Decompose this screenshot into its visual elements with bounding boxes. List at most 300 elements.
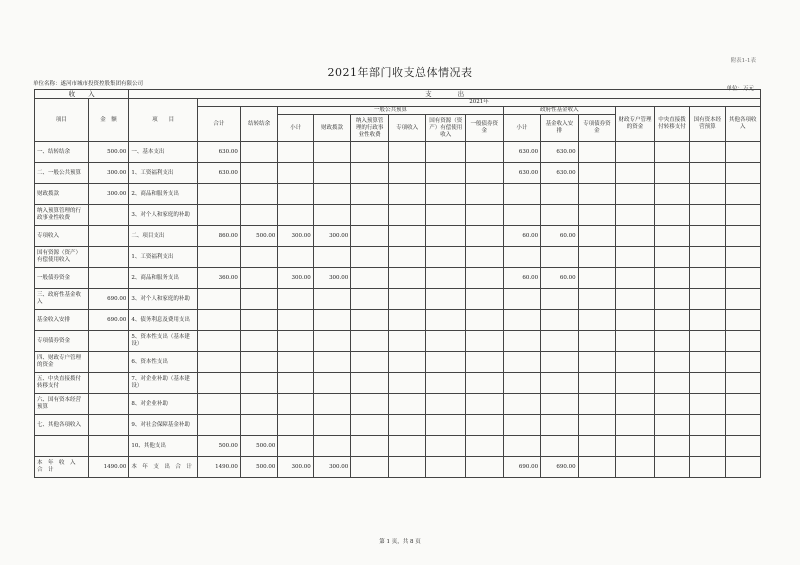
- cell-special-income: [388, 436, 426, 457]
- cell-other-income: [725, 184, 760, 205]
- cell-gb-subtotal: [278, 163, 313, 184]
- cell-fiscal-special: [616, 373, 655, 394]
- cell-state-asset: [426, 163, 466, 184]
- cell-income-item: 基金收入安排: [35, 310, 89, 331]
- cell-special-bond: [578, 331, 616, 352]
- expense-header: 支 出: [129, 90, 761, 99]
- cell-gb-subtotal: [278, 394, 313, 415]
- cell-total: [197, 331, 240, 352]
- table-row: [35, 142, 761, 163]
- cell-admin-fee: [351, 142, 389, 163]
- cell-central-transfer: [654, 226, 689, 247]
- cell-special-income: [388, 331, 426, 352]
- cell-special-income: [388, 247, 426, 268]
- cell-fiscal-special: [616, 394, 655, 415]
- cell-state-capital: [690, 394, 725, 415]
- cell-state-asset: [426, 226, 466, 247]
- col-state-capital: 国有资本经营预算: [690, 107, 725, 142]
- cell-income-amount: 1490.00: [88, 457, 129, 478]
- col-other-income: 其他各项收入: [725, 107, 760, 142]
- cell-income-amount: 690.00: [88, 310, 129, 331]
- cell-fund-income: 690.00: [541, 457, 579, 478]
- cell-state-asset: [426, 247, 466, 268]
- col-central-transfer: 中央直接拨付转移支付: [654, 107, 689, 142]
- cell-carryover: [240, 415, 278, 436]
- cell-general-debt: [466, 352, 504, 373]
- cell-total: 360.00: [197, 268, 240, 289]
- cell-admin-fee: [351, 247, 389, 268]
- cell-expense-item: 3、对个人和家庭的补助: [129, 289, 198, 310]
- cell-state-asset: [426, 373, 466, 394]
- cell-total: 630.00: [197, 142, 240, 163]
- cell-gb-subtotal: 300.00: [278, 226, 313, 247]
- col-fund-income: 基金收入安排: [541, 115, 579, 142]
- table-row: [35, 436, 761, 457]
- cell-admin-fee: [351, 163, 389, 184]
- cell-fund-income: 60.00: [541, 226, 579, 247]
- table-row: [35, 205, 761, 226]
- cell-gf-subtotal: [503, 184, 541, 205]
- income-header: 收 入: [35, 90, 129, 99]
- cell-general-debt: [466, 205, 504, 226]
- col-gf-subtotal: 小计: [503, 115, 541, 142]
- col-total: 合计: [197, 107, 240, 142]
- cell-income-item: 三、政府性基金收入: [35, 289, 89, 310]
- table-row: [35, 373, 761, 394]
- cell-admin-fee: [351, 205, 389, 226]
- cell-expense-item: 2、商品和服务支出: [129, 268, 198, 289]
- col-gov-fund: 政府性基金收入: [503, 107, 616, 115]
- cell-expense-item: 二、项目支出: [129, 226, 198, 247]
- cell-fiscal-appropriation: [313, 289, 351, 310]
- cell-other-income: [725, 205, 760, 226]
- cell-fund-income: [541, 310, 579, 331]
- cell-special-bond: [578, 163, 616, 184]
- cell-fiscal-special: [616, 163, 655, 184]
- cell-other-income: [725, 457, 760, 478]
- col-special-income: 专项收入: [388, 115, 426, 142]
- cell-admin-fee: [351, 373, 389, 394]
- cell-gb-subtotal: 300.00: [278, 457, 313, 478]
- cell-special-bond: [578, 373, 616, 394]
- cell-fiscal-appropriation: [313, 184, 351, 205]
- cell-fiscal-appropriation: [313, 142, 351, 163]
- cell-income-amount: [88, 436, 129, 457]
- cell-fiscal-appropriation: 300.00: [313, 268, 351, 289]
- cell-income-item: 本 年 收 入 合 计: [35, 457, 89, 478]
- cell-gb-subtotal: [278, 373, 313, 394]
- cell-total: 500.00: [197, 436, 240, 457]
- cell-gb-subtotal: [278, 247, 313, 268]
- cell-gf-subtotal: 630.00: [503, 163, 541, 184]
- col-gb-subtotal: 小计: [278, 115, 313, 142]
- cell-state-asset: [426, 394, 466, 415]
- cell-state-asset: [426, 310, 466, 331]
- cell-central-transfer: [654, 289, 689, 310]
- cell-general-debt: [466, 268, 504, 289]
- cell-special-bond: [578, 436, 616, 457]
- cell-income-amount: 300.00: [88, 163, 129, 184]
- col-expense-item: 项 目: [129, 99, 198, 142]
- cell-central-transfer: [654, 331, 689, 352]
- cell-general-debt: [466, 373, 504, 394]
- cell-state-capital: [690, 436, 725, 457]
- cell-special-income: [388, 394, 426, 415]
- cell-state-asset: [426, 289, 466, 310]
- cell-income-item: 四、财政专户管理的资金: [35, 352, 89, 373]
- cell-expense-item: 2、商品和服务支出: [129, 184, 198, 205]
- cell-total: [197, 394, 240, 415]
- cell-special-income: [388, 310, 426, 331]
- cell-gf-subtotal: [503, 205, 541, 226]
- cell-state-capital: [690, 373, 725, 394]
- cell-special-bond: [578, 310, 616, 331]
- cell-total: [197, 310, 240, 331]
- cell-total: [197, 373, 240, 394]
- cell-total: [197, 247, 240, 268]
- cell-total: 630.00: [197, 163, 240, 184]
- cell-fund-income: [541, 352, 579, 373]
- cell-fiscal-special: [616, 205, 655, 226]
- cell-income-item: 国有资源（资产）有偿使用收入: [35, 247, 89, 268]
- cell-gb-subtotal: [278, 436, 313, 457]
- cell-other-income: [725, 226, 760, 247]
- cell-other-income: [725, 268, 760, 289]
- cell-gf-subtotal: [503, 352, 541, 373]
- cell-income-item: 六、国有资本经营预算: [35, 394, 89, 415]
- cell-fiscal-appropriation: 300.00: [313, 226, 351, 247]
- cell-other-income: [725, 247, 760, 268]
- cell-state-capital: [690, 163, 725, 184]
- cell-state-capital: [690, 268, 725, 289]
- cell-fund-income: [541, 205, 579, 226]
- cell-other-income: [725, 436, 760, 457]
- cell-gb-subtotal: [278, 184, 313, 205]
- cell-fund-income: [541, 184, 579, 205]
- cell-fiscal-appropriation: 300.00: [313, 457, 351, 478]
- cell-fiscal-special: [616, 436, 655, 457]
- cell-carryover: [240, 310, 278, 331]
- cell-fund-income: [541, 373, 579, 394]
- cell-income-amount: [88, 394, 129, 415]
- cell-carryover: [240, 373, 278, 394]
- cell-gf-subtotal: [503, 436, 541, 457]
- cell-special-bond: [578, 457, 616, 478]
- col-amount: 金 额: [88, 99, 129, 142]
- cell-income-amount: [88, 352, 129, 373]
- cell-income-item: 财政拨款: [35, 184, 89, 205]
- cell-special-bond: [578, 142, 616, 163]
- cell-central-transfer: [654, 457, 689, 478]
- cell-carryover: [240, 163, 278, 184]
- cell-admin-fee: [351, 436, 389, 457]
- cell-other-income: [725, 142, 760, 163]
- cell-carryover: [240, 268, 278, 289]
- table-row: [35, 310, 761, 331]
- cell-special-bond: [578, 184, 616, 205]
- cell-state-capital: [690, 184, 725, 205]
- cell-other-income: [725, 415, 760, 436]
- cell-other-income: [725, 394, 760, 415]
- cell-other-income: [725, 163, 760, 184]
- cell-state-asset: [426, 457, 466, 478]
- cell-fiscal-appropriation: [313, 205, 351, 226]
- table-row: [35, 394, 761, 415]
- cell-general-debt: [466, 226, 504, 247]
- cell-fiscal-special: [616, 247, 655, 268]
- col-fiscal-appropriation: 财政拨款: [313, 115, 351, 142]
- cell-gf-subtotal: [503, 247, 541, 268]
- cell-admin-fee: [351, 184, 389, 205]
- cell-carryover: [240, 142, 278, 163]
- cell-other-income: [725, 331, 760, 352]
- cell-income-amount: [88, 373, 129, 394]
- cell-fund-income: [541, 289, 579, 310]
- cell-state-capital: [690, 415, 725, 436]
- cell-gf-subtotal: 630.00: [503, 142, 541, 163]
- table-row: [35, 268, 761, 289]
- cell-special-bond: [578, 289, 616, 310]
- cell-fiscal-appropriation: [313, 394, 351, 415]
- cell-state-asset: [426, 352, 466, 373]
- cell-income-amount: [88, 205, 129, 226]
- cell-special-bond: [578, 226, 616, 247]
- cell-carryover: [240, 352, 278, 373]
- cell-special-income: [388, 184, 426, 205]
- cell-general-debt: [466, 289, 504, 310]
- cell-fund-income: 630.00: [541, 163, 579, 184]
- cell-state-capital: [690, 205, 725, 226]
- cell-special-income: [388, 226, 426, 247]
- cell-fiscal-appropriation: [313, 163, 351, 184]
- cell-gf-subtotal: [503, 415, 541, 436]
- col-general-budget: 一般公共预算: [278, 107, 503, 115]
- cell-state-asset: [426, 184, 466, 205]
- cell-special-income: [388, 415, 426, 436]
- cell-gb-subtotal: [278, 415, 313, 436]
- cell-central-transfer: [654, 352, 689, 373]
- cell-income-item: 专项债券资金: [35, 331, 89, 352]
- cell-special-income: [388, 352, 426, 373]
- cell-expense-item: 本 年 支 出 合 计: [129, 457, 198, 478]
- col-carryover: 结转结余: [240, 107, 278, 142]
- cell-fiscal-appropriation: [313, 352, 351, 373]
- cell-state-asset: [426, 331, 466, 352]
- cell-central-transfer: [654, 394, 689, 415]
- cell-fund-income: 60.00: [541, 268, 579, 289]
- cell-fiscal-appropriation: [313, 415, 351, 436]
- cell-carryover: [240, 331, 278, 352]
- cell-carryover: 500.00: [240, 457, 278, 478]
- cell-gb-subtotal: [278, 142, 313, 163]
- cell-total: [197, 289, 240, 310]
- cell-income-item: 一、结转结余: [35, 142, 89, 163]
- cell-central-transfer: [654, 415, 689, 436]
- cell-central-transfer: [654, 373, 689, 394]
- cell-gf-subtotal: 60.00: [503, 226, 541, 247]
- table-row: [35, 352, 761, 373]
- table-row: [35, 457, 761, 478]
- cell-state-capital: [690, 142, 725, 163]
- unit-name: 单位名称：遂河市城市投资控股集团有限公司: [33, 81, 144, 87]
- cell-income-amount: [88, 226, 129, 247]
- cell-expense-item: 3、对个人和家庭的补助: [129, 205, 198, 226]
- cell-gb-subtotal: 300.00: [278, 268, 313, 289]
- cell-gf-subtotal: [503, 373, 541, 394]
- table-row: [35, 163, 761, 184]
- cell-income-item: 七、其他各项收入: [35, 415, 89, 436]
- cell-expense-item: 4、债务利息及费用支出: [129, 310, 198, 331]
- cell-state-asset: [426, 205, 466, 226]
- cell-income-item: 一般债券资金: [35, 268, 89, 289]
- cell-special-bond: [578, 205, 616, 226]
- cell-fiscal-special: [616, 331, 655, 352]
- cell-general-debt: [466, 436, 504, 457]
- cell-admin-fee: [351, 310, 389, 331]
- cell-expense-item: 9、对社会保障基金补助: [129, 415, 198, 436]
- table-row: [35, 415, 761, 436]
- cell-total: 860.00: [197, 226, 240, 247]
- cell-state-capital: [690, 310, 725, 331]
- cell-gb-subtotal: [278, 310, 313, 331]
- cell-gf-subtotal: 60.00: [503, 268, 541, 289]
- money-unit: 单位：万元: [726, 86, 754, 92]
- cell-expense-item: 10、其他支出: [129, 436, 198, 457]
- cell-special-income: [388, 142, 426, 163]
- cell-special-bond: [578, 415, 616, 436]
- col-general-debt: 一般债券资金: [466, 115, 504, 142]
- cell-total: [197, 415, 240, 436]
- cell-income-amount: [88, 415, 129, 436]
- cell-gb-subtotal: [278, 331, 313, 352]
- cell-fiscal-special: [616, 457, 655, 478]
- cell-gf-subtotal: [503, 310, 541, 331]
- cell-general-debt: [466, 184, 504, 205]
- cell-fund-income: [541, 415, 579, 436]
- cell-other-income: [725, 310, 760, 331]
- cell-special-income: [388, 205, 426, 226]
- table-row: [35, 184, 761, 205]
- cell-state-asset: [426, 268, 466, 289]
- cell-total: [197, 352, 240, 373]
- cell-central-transfer: [654, 184, 689, 205]
- cell-fiscal-special: [616, 415, 655, 436]
- cell-special-bond: [578, 394, 616, 415]
- cell-general-debt: [466, 310, 504, 331]
- cell-admin-fee: [351, 394, 389, 415]
- cell-carryover: [240, 394, 278, 415]
- cell-admin-fee: [351, 289, 389, 310]
- cell-central-transfer: [654, 142, 689, 163]
- cell-other-income: [725, 352, 760, 373]
- cell-fiscal-special: [616, 352, 655, 373]
- col-year: 2021年: [197, 99, 760, 107]
- cell-gb-subtotal: [278, 352, 313, 373]
- cell-general-debt: [466, 457, 504, 478]
- col-special-bond: 专项债券资金: [578, 115, 616, 142]
- cell-admin-fee: [351, 415, 389, 436]
- cell-fund-income: [541, 247, 579, 268]
- cell-central-transfer: [654, 205, 689, 226]
- cell-expense-item: 6、资本性支出: [129, 352, 198, 373]
- cell-central-transfer: [654, 163, 689, 184]
- cell-state-capital: [690, 247, 725, 268]
- cell-carryover: [240, 205, 278, 226]
- cell-state-capital: [690, 226, 725, 247]
- cell-special-bond: [578, 247, 616, 268]
- cell-general-debt: [466, 394, 504, 415]
- cell-fund-income: [541, 331, 579, 352]
- cell-state-capital: [690, 457, 725, 478]
- cell-income-item: 专项收入: [35, 226, 89, 247]
- cell-admin-fee: [351, 457, 389, 478]
- attachment-label: 附表1-1表: [730, 58, 756, 64]
- cell-special-income: [388, 268, 426, 289]
- cell-special-bond: [578, 352, 616, 373]
- cell-carryover: [240, 289, 278, 310]
- cell-fiscal-appropriation: [313, 436, 351, 457]
- cell-admin-fee: [351, 331, 389, 352]
- cell-fiscal-special: [616, 142, 655, 163]
- cell-central-transfer: [654, 268, 689, 289]
- cell-central-transfer: [654, 310, 689, 331]
- cell-state-asset: [426, 436, 466, 457]
- cell-fiscal-special: [616, 289, 655, 310]
- cell-general-debt: [466, 163, 504, 184]
- cell-fund-income: 630.00: [541, 142, 579, 163]
- cell-expense-item: 1、工资福利支出: [129, 247, 198, 268]
- cell-gf-subtotal: [503, 289, 541, 310]
- page-title: 2021年部门收支总体情况表: [327, 66, 473, 79]
- cell-expense-item: 8、对企业补助: [129, 394, 198, 415]
- cell-expense-item: 1、工资福利支出: [129, 163, 198, 184]
- cell-carryover: 500.00: [240, 436, 278, 457]
- cell-gb-subtotal: [278, 205, 313, 226]
- cell-gf-subtotal: 690.00: [503, 457, 541, 478]
- cell-special-income: [388, 163, 426, 184]
- cell-general-debt: [466, 415, 504, 436]
- col-item: 项目: [35, 99, 89, 142]
- cell-gf-subtotal: [503, 394, 541, 415]
- cell-expense-item: 一、基本支出: [129, 142, 198, 163]
- table-row: [35, 289, 761, 310]
- cell-fiscal-appropriation: [313, 373, 351, 394]
- cell-fund-income: [541, 436, 579, 457]
- cell-income-amount: 690.00: [88, 289, 129, 310]
- table-row: [35, 247, 761, 268]
- cell-special-bond: [578, 268, 616, 289]
- cell-carryover: [240, 184, 278, 205]
- cell-state-asset: [426, 142, 466, 163]
- cell-other-income: [725, 373, 760, 394]
- cell-income-item: 纳入预算管理的行政事业性收费: [35, 205, 89, 226]
- cell-income-item: 二、一般公共预算: [35, 163, 89, 184]
- cell-income-amount: [88, 247, 129, 268]
- cell-admin-fee: [351, 352, 389, 373]
- cell-general-debt: [466, 142, 504, 163]
- cell-special-income: [388, 457, 426, 478]
- cell-income-amount: [88, 268, 129, 289]
- cell-general-debt: [466, 331, 504, 352]
- cell-total: [197, 184, 240, 205]
- table-row: [35, 226, 761, 247]
- cell-central-transfer: [654, 436, 689, 457]
- cell-general-debt: [466, 247, 504, 268]
- cell-fiscal-appropriation: [313, 247, 351, 268]
- cell-gf-subtotal: [503, 331, 541, 352]
- cell-income-item: [35, 436, 89, 457]
- cell-state-capital: [690, 352, 725, 373]
